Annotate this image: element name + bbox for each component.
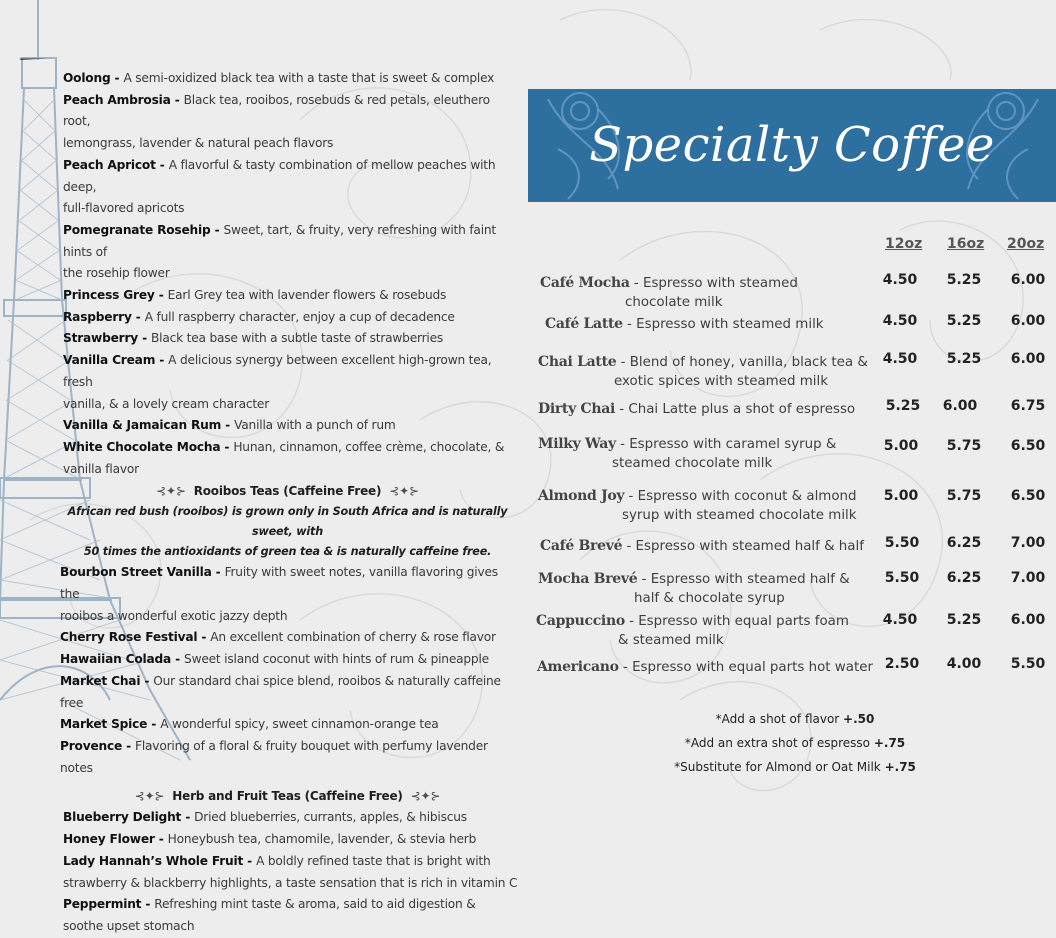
price-12oz: 4.50 <box>882 612 918 628</box>
price-16oz: 4.00 <box>946 656 982 672</box>
price-20oz: 6.50 <box>1010 438 1046 454</box>
tea-item: Bourbon Street Vanilla - Fruity with sweet notes, vanilla flavoring gives the rooibos a wonderful exotic jazzy depth <box>60 565 498 623</box>
price-12oz: 4.50 <box>882 272 918 288</box>
tea-desc: A flavorful & tasty combination of mellow peaches with deep, <box>63 157 496 194</box>
coffee-desc: half & chocolate syrup <box>634 591 785 606</box>
tea-name: Cherry Rose Festival <box>60 630 198 645</box>
tea-desc: Vanilla with a punch of rum <box>234 418 396 433</box>
tea-name: White Chocolate Mocha <box>63 439 221 454</box>
tea-desc: Sweet island coconut with hints of rum & pineapple <box>184 652 489 667</box>
tea-item: Peach Apricot - A flavorful & tasty combination of mellow peaches with deep, full-flavored apricots <box>63 157 496 216</box>
coffee-desc: Espresso with caramel syrup & <box>629 437 837 452</box>
tea-name: Vanilla & Jamaican Rum <box>63 418 222 433</box>
tea-item: Princess Grey - Earl Grey tea with lavender flowers & rosebuds <box>63 288 447 303</box>
tea-desc: full-flavored apricots <box>63 201 185 216</box>
coffee-desc: Espresso with steamed half & <box>650 572 850 587</box>
coffee-name: Cappuccino <box>536 613 625 629</box>
coffee-desc: Blend of honey, vanilla, black tea & <box>629 355 868 370</box>
price-20oz: 6.00 <box>1010 612 1046 628</box>
tea-name: Strawberry <box>63 331 139 346</box>
tea-name: Princess Grey <box>63 288 155 303</box>
herb-heading: ⊰✦⊱ Herb and Fruit Teas (Caffeine Free) ⊰✦⊱ <box>134 789 441 804</box>
tea-name: Market Spice <box>60 717 148 732</box>
tea-name: Peach Apricot <box>63 157 156 172</box>
price-16oz: 5.75 <box>946 438 982 454</box>
footnote: *Add a shot of flavor +.50 <box>715 712 875 726</box>
tea-desc: lemongrass, lavender & natural peach flavors <box>63 136 334 151</box>
tea-name: Provence <box>60 738 123 753</box>
flourish-left-icon: ⊰✦⊱ <box>134 789 165 804</box>
tea-desc: An excellent combination of cherry & rose flavor <box>210 630 496 645</box>
price-16oz: 5.75 <box>946 488 982 504</box>
tea-menu-column <box>60 68 520 938</box>
coffee-desc: steamed chocolate milk <box>612 456 773 471</box>
coffee-name: Mocha Brevé <box>538 571 638 587</box>
size-header-16oz: 16oz <box>947 236 985 252</box>
coffee-desc: chocolate milk <box>625 295 723 310</box>
tea-name: Vanilla Cream <box>63 353 156 368</box>
tea-name: Raspberry <box>63 309 132 324</box>
coffee-desc: exotic spices with steamed milk <box>614 374 828 389</box>
tea-item: Cherry Rose Festival - An excellent combination of cherry & rose flavor <box>60 630 496 645</box>
coffee-desc: Chai Latte plus a shot of espresso <box>628 402 856 417</box>
tea-name: Lady Hannah’s Whole Fruit <box>63 853 244 868</box>
tea-desc: Black tea, rooibos, rosebuds & red petals, eleuthero root, <box>63 92 490 129</box>
tea-desc: Honeybush tea, chamomile, lavender, & stevia herb <box>167 832 477 847</box>
price-16oz: 5.25 <box>946 272 982 288</box>
tea-desc: Our standard chai spice blend, rooibos & naturally caffeine free <box>60 673 501 710</box>
size-header-20oz: 20oz <box>1007 236 1045 252</box>
tea-item: White Chocolate Mocha - Hunan, cinnamon, coffee crème, chocolate, & vanilla flavor <box>63 439 505 476</box>
coffee-desc: Espresso with equal parts hot water <box>632 660 873 675</box>
tea-desc: A full raspberry character, enjoy a cup of decadence <box>144 309 455 324</box>
tea-name: Peppermint <box>63 897 142 912</box>
tea-desc: Fruity with sweet notes, vanilla flavoring gives the <box>60 565 498 602</box>
tea-desc: Dried blueberries, currants, apples, & hibiscus <box>194 810 467 825</box>
price-20oz: 6.00 <box>1010 351 1046 367</box>
tea-item: Provence - Flavoring of a floral & fruity bouquet with perfumy lavender notes <box>60 738 488 775</box>
coffee-row: Café Latte - Espresso with steamed milk 4.50 5.25 6.00 <box>536 313 1056 332</box>
coffee-row: Café Mocha - Espresso with steamed chocolate milk 4.50 5.25 6.00 <box>536 272 1056 310</box>
price-16oz: 5.25 <box>946 612 982 628</box>
tea-item: Honey Flower - Honeybush tea, chamomile, lavender, & stevia herb <box>63 832 477 847</box>
tea-desc: vanilla, & a lovely cream character <box>63 396 270 411</box>
banner-title: Specialty Coffee <box>589 117 995 173</box>
price-20oz: 6.50 <box>1010 488 1046 504</box>
coffee-row: Café Brevé - Espresso with steamed half & half 5.50 6.25 7.00 <box>536 535 1056 554</box>
coffee-row: Milky Way - Espresso with caramel syrup & steamed chocolate milk 5.00 5.75 6.50 <box>536 433 1056 471</box>
tea-item: Lady Hannah’s Whole Fruit - A boldly refined taste that is bright with strawberry & blackberry highlights, a taste sensation that is rich in vitamin C <box>63 853 518 890</box>
price-12oz: 4.50 <box>882 351 918 367</box>
tea-desc: strawberry & blackberry highlights, a taste sensation that is rich in vitamin C <box>63 875 518 890</box>
coffee-row: Mocha Brevé - Espresso with steamed half & half & chocolate syrup 5.50 6.25 7.00 <box>536 568 1056 606</box>
coffee-desc: Espresso with steamed milk <box>636 317 824 332</box>
tea-desc: Flavoring of a floral & fruity bouquet with perfumy lavender notes <box>60 738 488 775</box>
flourish-left-icon: ⊰✦⊱ <box>156 484 186 499</box>
price-12oz: 5.50 <box>884 535 920 551</box>
coffee-desc: Espresso with coconut & almond <box>637 489 857 504</box>
price-20oz: 5.50 <box>1010 656 1046 672</box>
tea-name: Honey Flower <box>63 832 155 847</box>
tea-item: Pomegranate Rosehip - Sweet, tart, & fruity, very refreshing with faint hints of the rosehip flower <box>63 222 496 281</box>
tea-desc: A boldly refined taste that is bright with <box>256 853 491 868</box>
tea-item: Market Chai - Our standard chai spice blend, rooibos & naturally caffeine free <box>60 673 501 710</box>
coffee-name: Dirty Chai <box>538 401 616 417</box>
price-20oz: 7.00 <box>1010 535 1046 551</box>
tea-desc: rooibos a wonderful exotic jazzy depth <box>60 608 288 623</box>
tea-item: Raspberry - A full raspberry character, enjoy a cup of decadence <box>63 309 455 324</box>
tea-desc: Sweet, tart, & fruity, very refreshing with faint hints of <box>63 222 496 259</box>
footnote: *Substitute for Almond or Oat Milk +.75 <box>674 760 916 774</box>
coffee-row: Americano - Espresso with equal parts hot water 2.50 4.00 5.50 <box>536 656 1056 675</box>
coffee-desc: Espresso with equal parts foam <box>638 614 849 629</box>
tea-name: Market Chai <box>60 673 141 688</box>
coffee-name: Milky Way <box>538 436 616 452</box>
price-16oz: 5.25 <box>946 313 982 329</box>
tea-item: Vanilla & Jamaican Rum - Vanilla with a punch of rum <box>63 418 396 433</box>
footnote: *Add an extra shot of espresso +.75 <box>684 736 906 750</box>
price-12oz: 5.00 <box>883 488 919 504</box>
coffee-desc: Espresso with steamed <box>643 276 798 291</box>
coffee-name: Chai Latte <box>538 354 617 370</box>
price-12oz: 5.00 <box>883 438 919 454</box>
coffee-name: Café Latte <box>545 316 623 332</box>
tea-name: Blueberry Delight <box>63 810 182 825</box>
coffee-row: Dirty Chai - Chai Latte plus a shot of espresso 5.25 6.00 6.75 <box>536 398 1056 417</box>
specialty-coffee-banner <box>528 89 1056 202</box>
tea-item: Peppermint - Refreshing mint taste & aroma, said to aid digestion & soothe upset stomach <box>63 897 476 933</box>
coffee-name: Café Brevé <box>540 538 623 554</box>
coffee-name: Americano <box>537 659 619 675</box>
size-header-12oz: 12oz <box>885 236 923 252</box>
tea-desc: soothe upset stomach <box>63 918 195 933</box>
price-20oz: 7.00 <box>1010 570 1046 586</box>
tea-name: Bourbon Street Vanilla <box>60 565 212 580</box>
coffee-name: Café Mocha <box>540 275 630 291</box>
tea-desc: Hunan, cinnamon, coffee crème, chocolate, & <box>233 439 505 454</box>
flourish-right-icon: ⊰✦⊱ <box>410 789 441 804</box>
tea-name: Hawaiian Colada <box>60 652 172 667</box>
coffee-row: Cappuccino - Espresso with equal parts foam & steamed milk 4.50 5.25 6.00 <box>536 610 1056 648</box>
tea-desc: Refreshing mint taste & aroma, said to aid digestion & <box>154 897 476 912</box>
price-20oz: 6.75 <box>1010 398 1046 414</box>
coffee-desc: syrup with steamed chocolate milk <box>622 508 857 523</box>
tea-name: Peach Ambrosia <box>63 92 171 107</box>
price-16oz: 5.25 <box>946 351 982 367</box>
coffee-name: Almond Joy <box>538 488 625 504</box>
price-20oz: 6.00 <box>1010 272 1046 288</box>
tea-desc: A semi-oxidized black tea with a taste that is sweet & complex <box>123 71 495 85</box>
price-16oz: 6.25 <box>946 535 982 551</box>
price-20oz: 6.00 <box>1010 313 1046 329</box>
price-12oz: 4.50 <box>882 313 918 329</box>
coffee-row: Almond Joy - Espresso with coconut & almond syrup with steamed chocolate milk 5.00 5.75 6.50 <box>536 485 1056 523</box>
tea-desc: A delicious synergy between excellent high-grown tea, fresh <box>63 353 492 389</box>
coffee-desc: Espresso with steamed half & half <box>635 539 864 554</box>
tea-item: Market Spice - A wonderful spicy, sweet cinnamon-orange tea <box>60 717 439 732</box>
rooibos-heading: ⊰✦⊱ Rooibos Teas (Caffeine Free) ⊰✦⊱ <box>156 484 419 499</box>
price-16oz: 6.25 <box>946 570 982 586</box>
tea-name: Oolong <box>63 71 111 85</box>
price-16oz: 6.00 <box>942 398 978 414</box>
tea-item: Hawaiian Colada - Sweet island coconut with hints of rum & pineapple <box>60 652 489 667</box>
tea-desc: vanilla flavor <box>63 461 139 476</box>
tea-desc: Earl Grey tea with lavender flowers & rosebuds <box>167 288 447 303</box>
flourish-right-icon: ⊰✦⊱ <box>389 484 419 499</box>
tea-desc: Black tea base with a subtle taste of strawberries <box>151 331 444 346</box>
tea-name: Pomegranate Rosehip <box>63 222 211 237</box>
coffee-desc: & steamed milk <box>618 633 724 648</box>
tea-item: Oolong - A semi-oxidized black tea with a taste that is sweet & complex <box>63 71 495 85</box>
tea-desc: A wonderful spicy, sweet cinnamon-orange tea <box>160 717 439 732</box>
rooibos-note: African red bush (rooibos) is grown only in South Africa and is naturally sweet, with 50 times the antioxidants of green tea & is naturally caffeine free. <box>67 505 508 559</box>
tea-item: Blueberry Delight - Dried blueberries, currants, apples, & hibiscus <box>63 810 467 825</box>
price-12oz: 5.25 <box>885 398 921 414</box>
tea-item: Peach Ambrosia - Black tea, rooibos, rosebuds & red petals, eleuthero root, lemongrass, lavender & natural peach flavors <box>63 92 490 151</box>
price-12oz: 5.50 <box>884 570 920 586</box>
tea-item: Vanilla Cream - A delicious synergy between excellent high-grown tea, fresh vanilla, & a lovely cream character <box>63 353 492 411</box>
coffee-row: Chai Latte - Blend of honey, vanilla, black tea & exotic spices with steamed milk 4.50 5.25 6.00 <box>536 351 1056 389</box>
tea-desc: the rosehip flower <box>63 266 170 281</box>
tea-item: Strawberry - Black tea base with a subtle taste of strawberries <box>63 331 444 346</box>
price-12oz: 2.50 <box>884 656 920 672</box>
